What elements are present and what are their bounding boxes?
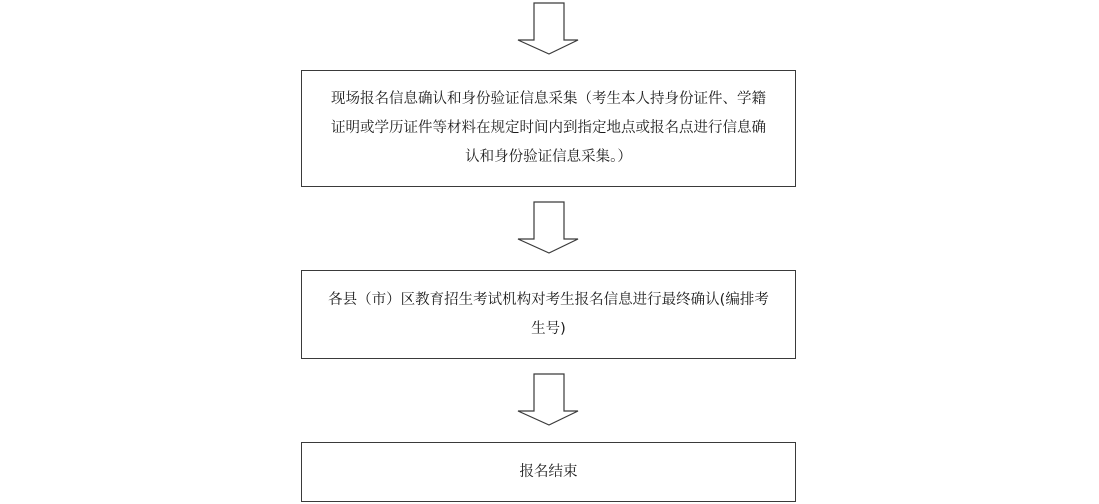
flow-step-line: 认和身份验证信息采集。） — [465, 149, 632, 165]
flow-step-text — [325, 85, 772, 172]
flow-step-line: 现场报名信息确认和身份验证信息采集（考生本人持身份证件、学籍 — [331, 91, 766, 107]
down-arrow-icon — [516, 2, 580, 56]
flow-step-line: 报名结束 — [519, 463, 578, 480]
flow-step-info-confirmation — [301, 70, 796, 187]
flow-step-line: 证明或学历证件等材料在规定时间内到指定地点或报名点进行信息确 — [331, 120, 766, 136]
down-arrow-icon — [516, 373, 580, 427]
flow-step-line: 各县（市）区教育招生考试机构对考生报名信息进行最终确认(编排考 — [328, 291, 769, 308]
flow-step-final-confirmation — [301, 270, 796, 359]
flow-step-registration-end — [301, 442, 796, 502]
flow-step-line: 生号) — [531, 320, 566, 337]
flow-step-text — [514, 458, 584, 487]
flow-step-text — [322, 286, 775, 344]
down-arrow-icon — [516, 201, 580, 255]
